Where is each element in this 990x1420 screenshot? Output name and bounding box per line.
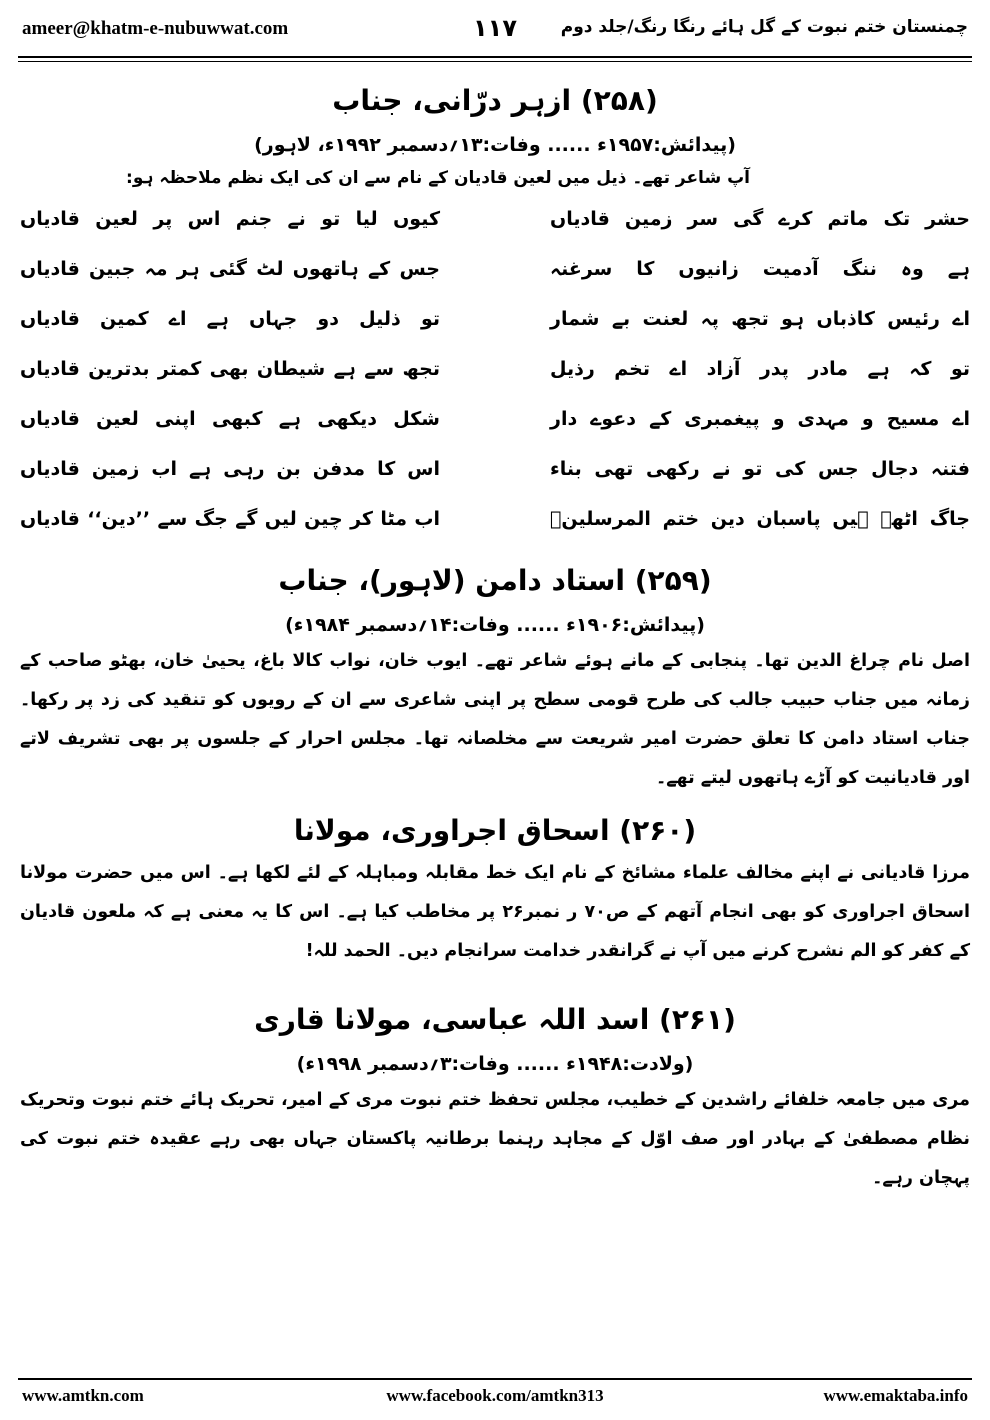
header-email[interactable]: ameer@khatm-e-nubuwwat.com [22,18,289,39]
section-title: (۲۵۸) ازہر درّانی، جناب [332,84,658,117]
header-rule-thin [18,61,972,62]
misra-first: اے مسیح و مہدی و پیغمبری کے دعوے دار [550,408,970,430]
poem-couplet [20,194,970,244]
misra-first: فتنہ دجال جس کی تو نے رکھی تھی بناء [550,458,970,480]
section-260 [20,808,970,971]
misra-first: حشر تک ماتم کرے گی سر زمین قادیاں [550,208,970,230]
section-title: (۲۶۱) اسد اللہ عباسی، مولانا قاری [254,1003,736,1036]
misra-second: تو ذلیل دو جہاں ہے اے کمین قادیاں [20,308,440,330]
misra-first: تو کہ ہے مادر پدر آزاد اے تخم رذیل [550,358,970,380]
poem [20,194,970,544]
section-paragraph: اصل نام چراغ الدین تھا۔ پنجابی کے مانے ہوئے شاعر تھے۔ ایوب خان، نواب کالا باغ، یحییٰ خان، بھٹو صاحب کے زمانہ میں جناب حبیب جالب کی طرح قومی سطح پر اپنی شاعری سے ان کے رویوں کو تنقید کی زد پر رکھا۔ جناب استاد دامن کا تعلق حضرت امیر شریعت سے مخلصانہ تھا۔ مجلس احرار کے جلسوں پر بھی تشریف لاتے اور قادیانیت کو آڑے ہاتھوں لیتے تھے۔ [20,651,970,788]
footer-rule [18,1378,972,1380]
misra-second: اب مٹا کر چین لیں گے جگ سے ’’دین‘‘ قادیاں [20,508,440,530]
section-dates: (پیدائش:۱۹۵۷ء ...... وفات:۱۳؍دسمبر ۱۹۹۲ء، لاہور) [254,134,736,156]
poem-couplet [20,344,970,394]
book-title: چمنستان ختم نبوت کے گل ہائے رنگا رنگ/جلد دوم [560,17,968,37]
poem-couplet [20,444,970,494]
footer-link-emaktaba[interactable]: www.emaktaba.info [823,1386,968,1405]
page-number: ۱۱۷ [473,14,517,42]
misra-first: اے رئیس کاذباں ہو تجھ پہ لعنت بے شمار [550,308,970,330]
footer-link-facebook[interactable]: www.facebook.com/amtkn313 [386,1386,604,1405]
section-261 [20,997,970,1198]
misra-second: اس کا مدفن بن رہی ہے اب زمین قادیاں [20,458,440,480]
page-footer [18,1378,972,1408]
section-dates: (پیدائش:۱۹۰۶ء ...... وفات:۱۴؍دسمبر ۱۹۸۴ء) [285,614,705,636]
section-dates: (ولادت:۱۹۴۸ء ...... وفات:۳؍دسمبر ۱۹۹۸ء) [296,1053,694,1075]
section-title: (۲۵۹) استاد دامن (لاہور)، جناب [278,564,712,597]
misra-second: جس کے ہاتھوں لٹ گئی ہر مہ جبین قادیاں [20,258,440,280]
footer-link-amtkn[interactable]: www.amtkn.com [22,1386,144,1405]
poem-couplet [20,394,970,444]
section-paragraph: مرزا قادیانی نے اپنے مخالف علماء مشائخ کے نام ایک خط مقابلہ ومباہلہ کے لئے لکھا ہے۔ اس میں حضرت مولانا اسحاق اجراوری کو بھی انجام آتھم کے ص۷۰ ر نمبر۲۶ پر مخاطب کیا ہے۔ اس کا یہ معنی ہے کہ ملعون قادیان کے کفر کو الم نشرح کرنے میں آپ نے گرانقدر خدامت سرانجام دیں۔ الحمد للہ! [20,863,970,961]
misra-first: جاگ اٹھے ہیں پاسبان دین ختم المرسلینؐ [550,508,970,530]
page-header [22,14,968,54]
misra-second: شکل دیکھی ہے کبھی اپنی لعین قادیاں [20,408,440,430]
poem-couplet [20,294,970,344]
misra-second: تجھ سے ہے شیطان بھی کمتر بدترین قادیاں [20,358,440,380]
section-title: (۲۶۰) اسحاق اجراوری، مولانا [293,814,697,847]
poem-couplet [20,244,970,294]
section-258 [20,78,970,544]
misra-first: ہے وہ ننگ آدمیت زانیوں کا سرغنہ [550,258,970,280]
poem-couplet [20,494,970,544]
header-rule [18,56,972,58]
misra-second: کیوں لیا تو نے جنم اس پر لعین قادیاں [20,208,440,230]
section-259 [20,558,970,798]
section-intro: آپ شاعر تھے۔ ذیل میں لعین قادیان کے نام سے ان کی ایک نظم ملاحظہ ہو: [126,168,750,188]
page-content [20,78,970,1198]
section-paragraph: مری میں جامعہ خلفائے راشدین کے خطیب، مجلس تحفظ ختم نبوت مری کے امیر، تحریک ہائے ختم نبوت وتحریک نظام مصطفیٰ کے بہادر اور صف اوّل کے مجاہد رہنما برطانیہ پاکستان جہاں بھی رہے عقیدہ ختم نبوت کی پہچان رہے۔ [20,1090,970,1188]
